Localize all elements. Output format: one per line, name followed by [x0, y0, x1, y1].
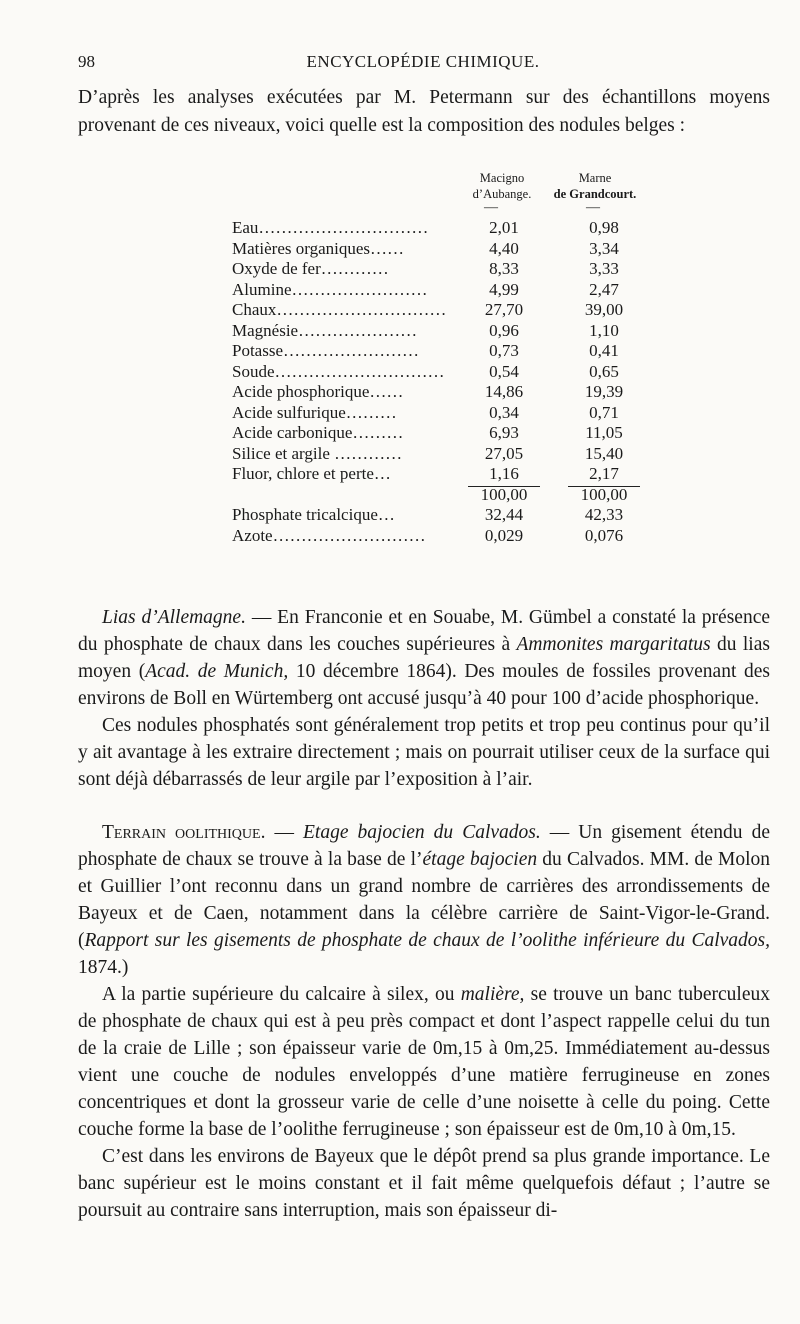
table-row [232, 382, 654, 403]
paragraph-nodules: Ces nodules phosphatés sont généralement trop petits et trop peu continus pour qu’il y ait avantage à les extraire directement ; mais on pourrait utiliser ceux de la surface qui sont déjà débarrassés de leur argile par l’exposition à l’air. [78, 715, 770, 790]
cell-label: Acide phosphorique…… [232, 382, 404, 401]
table-row [232, 321, 654, 342]
paragraph-maliere: A la partie supérieure du calcaire à silex, ou malière, se trouve un banc tuberculeux de phosphate de chaux qui est à peu près compact et dont l’aspect rappelle celui du tun de la craie de Lille ; son épaisseur varie de 0m,15 à 0m,25. Immédiatement au-dessus vient une couche de nodules enveloppés d’une matière ferrugineuse en zones concentriques et dont la grosseur varie de celle d’une noisette à celle du poing. Cette couche forme la base de l’oolithe ferrugineuse ; son épaisseur est de 0m,10 à 0m,15. [78, 984, 771, 1140]
column-header-macigno [452, 170, 552, 202]
column-dash-2: — [586, 200, 600, 215]
table-total-row [232, 485, 654, 506]
cell-v1: 2,01 [489, 218, 519, 237]
section-title-terrain: Terrain oolithique. [102, 822, 266, 843]
cell-label: Acide carbonique……… [232, 423, 404, 442]
table-row [232, 362, 654, 383]
cell-label: Eau………………………… [232, 218, 429, 237]
cell-label: Chaux………………………… [232, 300, 447, 319]
cell-v2: 3,33 [589, 259, 619, 278]
cell-v2: 2,47 [589, 279, 619, 299]
cell-label: Silice et argile ………… [232, 443, 403, 463]
column-header-marne-line1: Marne [578, 171, 612, 185]
cell-label: Soude………………………… [232, 361, 445, 381]
cell-v2: 3,34 [589, 238, 619, 258]
cell-label: Potasse…………………… [232, 341, 419, 360]
cell-v1: 0,54 [489, 361, 519, 381]
running-title: ENCYCLOPÉDIE CHIMIQUE. [306, 52, 540, 71]
paragraph-bajocien: Terrain oolithique. — Etage bajocien du Calvados. — Un gisement étendu de phosphate de chaux se trouve à la base de l’étage bajocien du Calvados. MM. de Molon et Guillier l’ont reconnu dans un grand nombre de carrières des arrondissements de Bayeux et de Caen, notamment dans la célèbre carrière de Saint-Vigor-le-Grand. (Rapport sur les gisements de phosphate de chaux de l’oolithe inférieure du Calvados, 1874.) [78, 822, 770, 978]
section-subtitle-bajocien: Etage bajocien du Calvados. [303, 822, 541, 843]
table-row [232, 341, 654, 362]
table-row [232, 423, 654, 444]
cell-v2: 0,98 [589, 218, 619, 237]
table-row [232, 300, 654, 321]
cell-v1: 4,40 [489, 238, 519, 258]
cell-v1: 1,16 [489, 464, 519, 483]
cell-v2: 19,39 [584, 382, 624, 401]
cell-v2: 2,17 [589, 464, 619, 483]
table-row [232, 444, 654, 465]
table-row [232, 464, 654, 485]
cell-label: Magnésie………………… [232, 320, 418, 340]
paragraph-lias: Lias d’Allemagne. — En Franconie et en Souabe, M. Gümbel a constaté la présence du phosphate de chaux dans les couches supérieures à Ammonites margaritatus du lias moyen (Acad. de Munich, 10 décembre 1864). Des moules de fossiles provenant des environs de Boll en Würtemberg ont accusé jusqu’à 40 pour 100 d’acide phosphorique. [78, 607, 770, 709]
paragraph-bayeux: C’est dans les environs de Bayeux que le dépôt prend sa plus grande importance. Le banc supérieur est le moins constant et il fait même quelquefois défaut ; l’autre se poursuit au contraire sans interruption, mais son épaisseur di- [78, 1146, 770, 1221]
section-title-lias: Lias d’Allemagne. [102, 607, 246, 628]
cell-v1: 100,00 [454, 485, 554, 506]
body-text [78, 604, 770, 1224]
column-header-macigno-line1: Macigno [479, 171, 525, 185]
column-header-marne-line2: de Grandcourt. [553, 187, 637, 201]
cell-v2: 0,71 [589, 402, 619, 422]
cell-label: Azote……………………… [232, 525, 426, 545]
cell-label [232, 485, 454, 506]
cell-v1: 0,34 [489, 402, 519, 422]
cell-v2: 39,00 [584, 300, 624, 319]
cell-v1: 14,86 [484, 382, 524, 401]
cell-label: Phosphate tricalcique… [232, 505, 395, 524]
cell-v2: 100,00 [554, 485, 654, 506]
column-header-macigno-line2: d’Aubange. [472, 187, 532, 201]
cell-v1: 0,029 [484, 525, 524, 545]
table-row [232, 280, 654, 301]
cell-v1: 32,44 [484, 505, 524, 524]
table-row [232, 239, 654, 260]
cell-v2: 0,076 [584, 525, 624, 545]
cell-v1: 0,96 [489, 320, 519, 340]
page-number: 98 [78, 52, 95, 71]
cell-v2: 0,41 [589, 341, 619, 360]
cell-v1: 4,99 [489, 279, 519, 299]
column-dash-1: — [484, 200, 498, 215]
cell-label: Matières organiques…… [232, 238, 405, 258]
intro-paragraph: D’après les analyses exécutées par M. Petermann sur des échantillons moyens provenant de ces niveaux, voici quelle est la composition des nodules belges : [78, 87, 770, 136]
cell-v1: 27,70 [484, 300, 524, 319]
cell-v1: 27,05 [484, 443, 524, 463]
analysis-table [232, 218, 654, 546]
table-row [232, 403, 654, 424]
page-header [78, 52, 768, 76]
cell-label: Oxyde de fer………… [232, 259, 389, 278]
cell-v2: 0,65 [589, 361, 619, 381]
cell-label: Acide sulfurique……… [232, 402, 397, 422]
cell-v1: 0,73 [489, 341, 519, 360]
cell-v2: 1,10 [589, 320, 619, 340]
cell-v2: 42,33 [584, 505, 624, 524]
table-row [232, 259, 654, 280]
table-row [232, 505, 654, 526]
table-row [232, 526, 654, 547]
column-header-marne [540, 170, 650, 202]
cell-v1: 6,93 [489, 423, 519, 442]
cell-label: Fluor, chlore et perte… [232, 464, 391, 483]
table-row [232, 218, 654, 239]
cell-v2: 15,40 [584, 443, 624, 463]
cell-label: Alumine…………………… [232, 279, 428, 299]
cell-v2: 11,05 [585, 423, 623, 442]
cell-v1: 8,33 [489, 259, 519, 278]
